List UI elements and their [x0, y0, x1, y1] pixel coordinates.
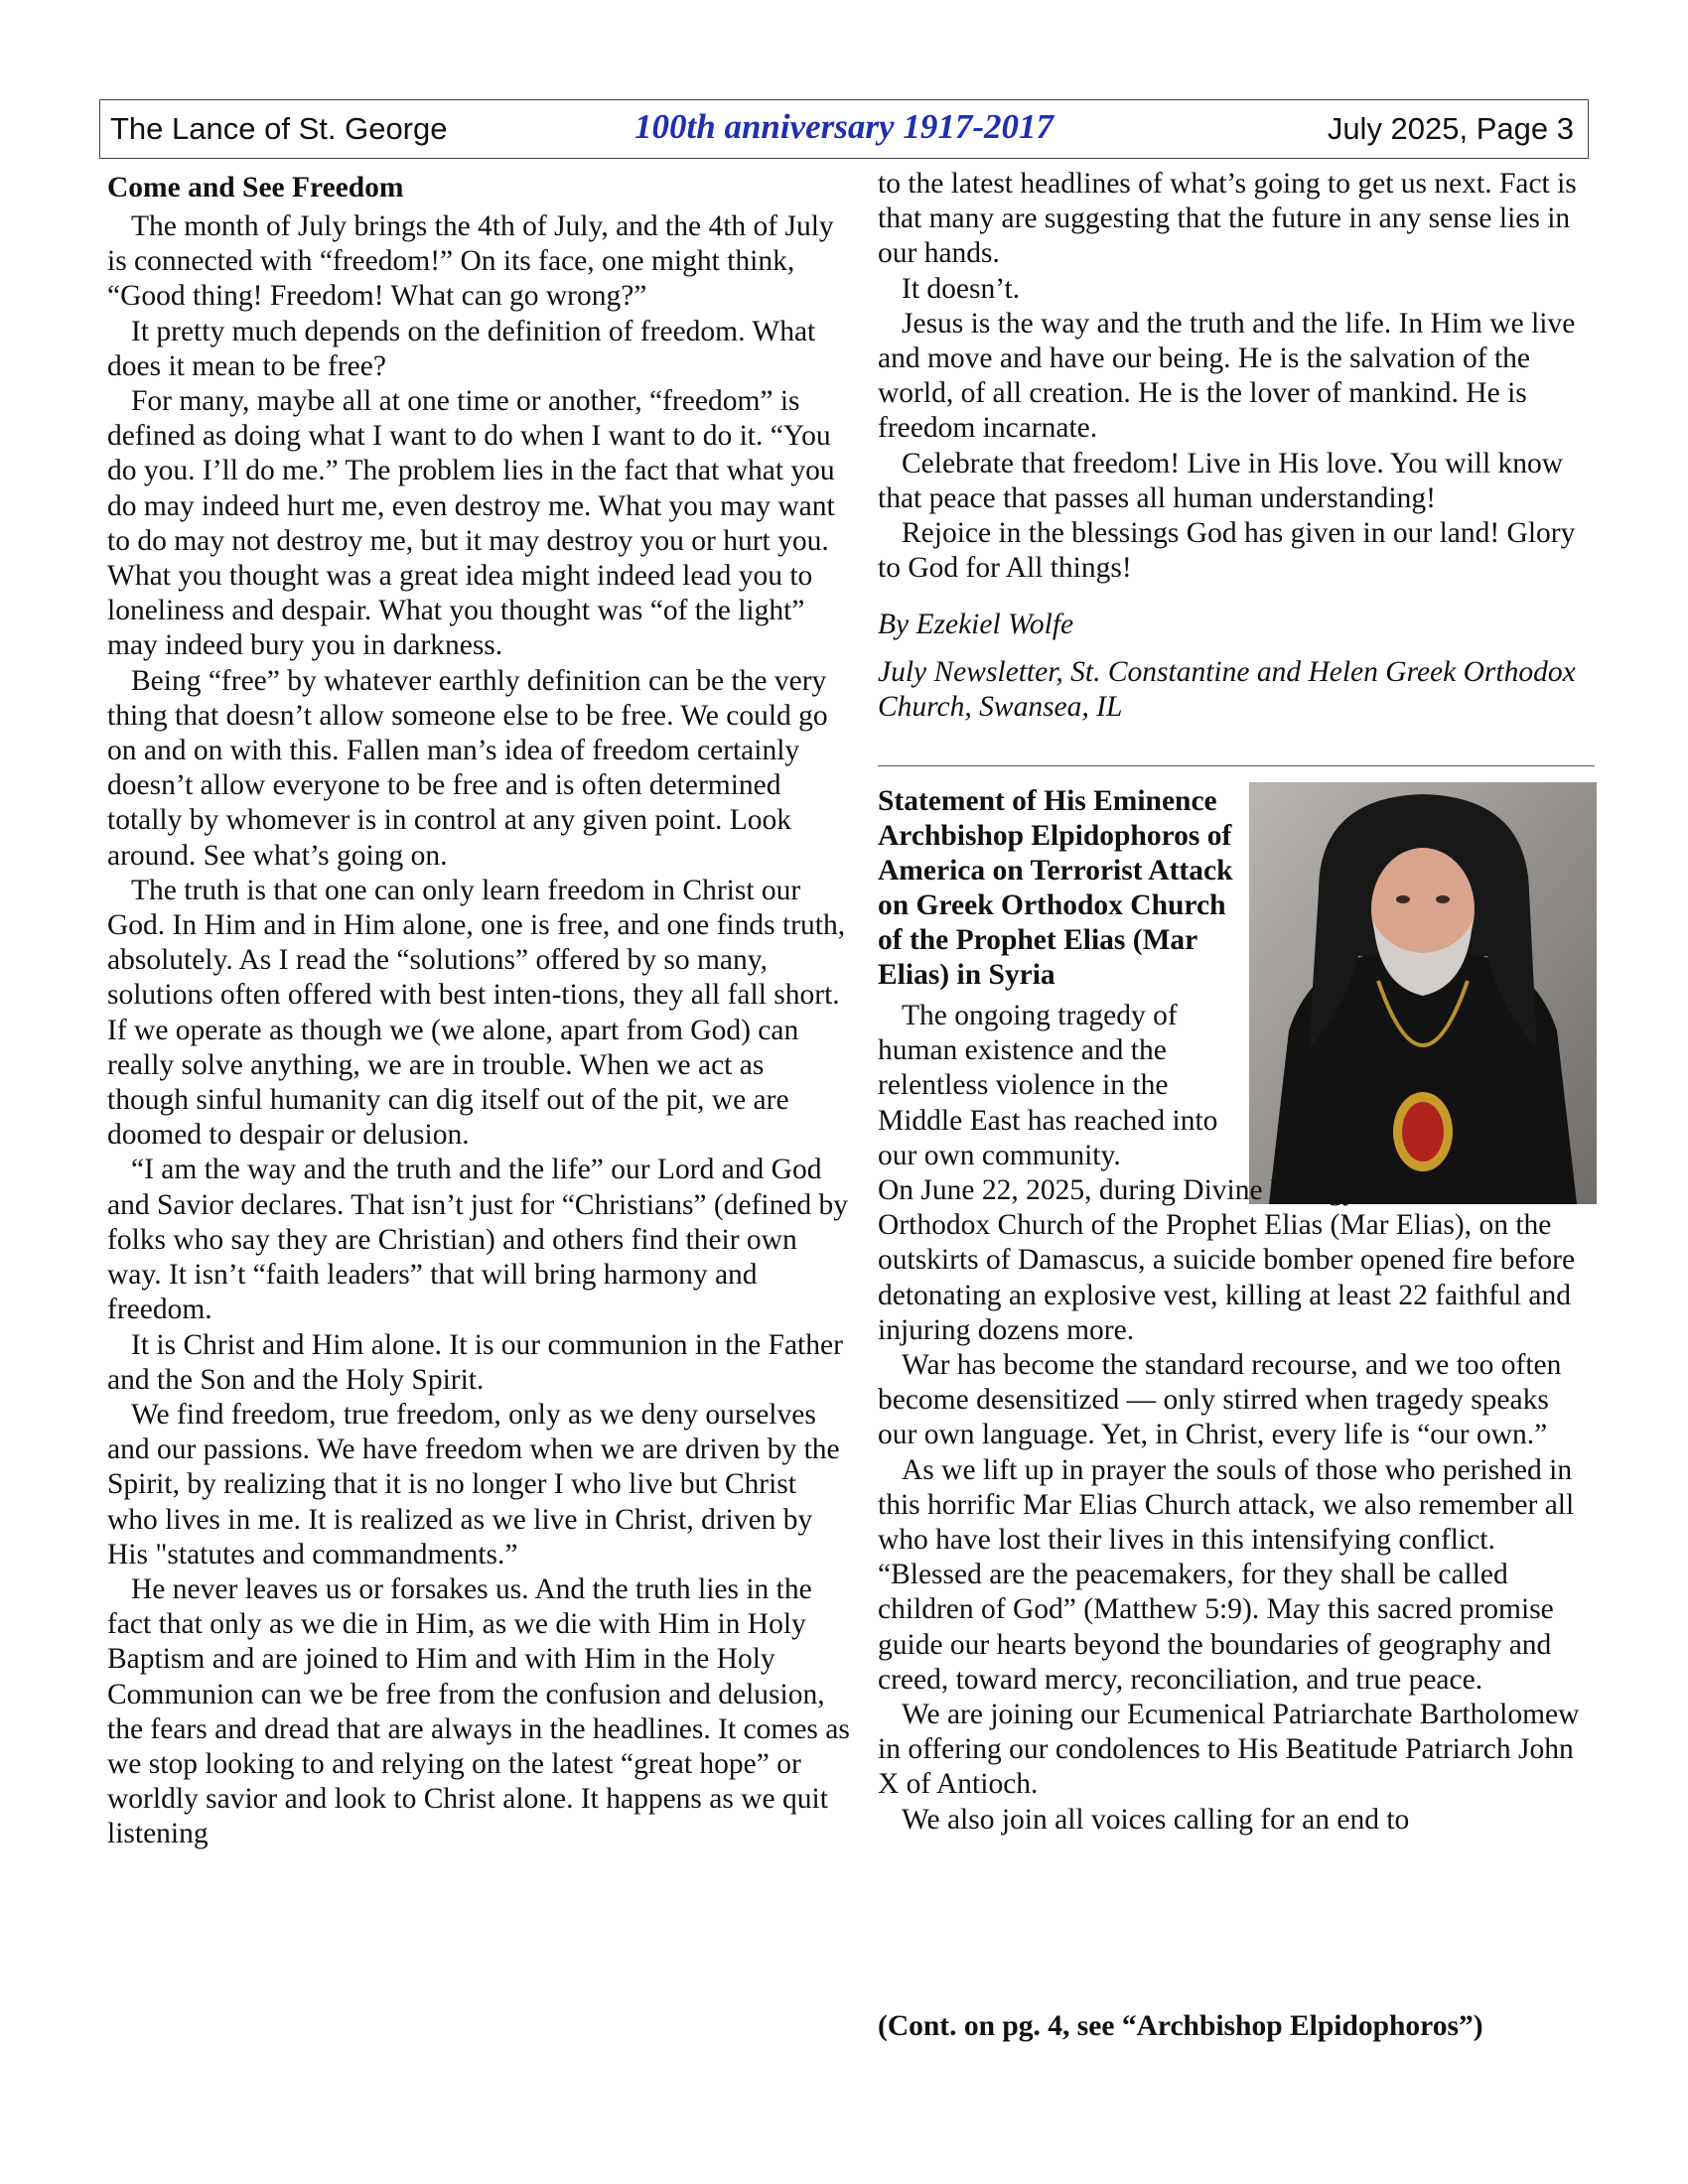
paragraph: We also join all voices calling for an end to [902, 1803, 1410, 1836]
paragraph: The truth is that one can only learn freedom in Christ our God. In Him and in Him alone, one is free, and one finds truth, absolutely. As I read the “solutions” offered by so many, solutions often offered with best inten-tions, they all fall short. If we operate as though we (we alone, apart from God) can really solve anything, we are in trouble. When we act as though sinful humanity can dig itself out of the pit, we are doomed to despair or delusion. [107, 874, 846, 1152]
source-credit: July Newsletter, St. Constantine and Helen Greek Orthodox Church, Swansea, IL [878, 655, 1576, 723]
paragraph: The ongoing tragedy of human existence and the relentless violence in the Middle East has reached into our own community. [878, 1000, 1218, 1171]
paragraph: Being “free” by whatever earthly definition can be the very thing that doesn’t allow someone else to be free. We could go on and on with this. Fallen man’s idea of freedom certainly doesn’t allow everyone to be free and is often determined totally by whomever is in control at any given point. Look around. See what’s going on. [107, 664, 828, 872]
paragraph: Rejoice in the blessings God has given in our land! Glory to God for All things! [878, 517, 1576, 585]
paragraph: The month of July brings the 4th of July, and the 4th of July is connected with “freedom!” On its face, one might think, “Good thing! Freedom! What can go wrong?” [107, 210, 834, 313]
paragraph: to the latest headlines of what’s going to get us next. Fact is that many are suggesting that the future in any sense lies in our hands. [878, 168, 1577, 270]
paragraph: As we lift up in prayer the souls of those who perished in this horrific Mar Elias Church attack, we also remember all who have lost their lives in this intensifying conflict. “Blessed are the peacemakers, for they shall be called children of God” (Matthew 5:9). May this sacred promise guide our hearts beyond the boundaries of geography and creed, toward mercy, reconciliation, and true peace. [878, 1453, 1575, 1696]
section-divider [878, 765, 1595, 766]
paragraph: It pretty much depends on the definition of freedom. What does it mean to be free? [107, 315, 816, 382]
paragraph: He never leaves us or forsakes us. And the truth lies in the fact that only as we die in Him, as we die with Him in Holy Baptism and are joined to Him and with Him in the Holy Communion can we be free from the confusion and delusion, the fears and dread that are always in the headlines. It comes as we stop looking to and relying on the latest “great hope” or worldly savior and look to Christ alone. It happens as we quit listening [107, 1572, 850, 1850]
paragraph: Jesus is the way and the truth and the life. In Him we live and move and have our being. He is the salvation of the world, of all creation. He is the lover of mankind. He is freedom incarnate. [878, 307, 1576, 445]
article-freedom-column [107, 171, 850, 1852]
paragraph: It is Christ and Him alone. It is our communion in the Father and the Son and the Holy Spirit. [107, 1328, 843, 1396]
paragraph: For many, maybe all at one time or another, “freedom” is defined as doing what I want to do when I want to do it. “You do you. I’ll do me.” The problem lies in the fact that what you do may indeed hurt me, even destroy me. What you may want to do may not destroy me, but it may destroy you or hurt you. What you thought was a great idea might indeed lead you to loneliness and despair. What you thought was “of the light” may indeed bury you in darkness. [107, 385, 835, 662]
paragraph: It doesn’t. [902, 272, 1021, 305]
issue-page: July 2025, Page 3 [1327, 111, 1574, 146]
paragraph: We are joining our Ecumenical Patriarchate Bartholomew in offering our condolences to His Beatitude Patriarch John X of Antioch. [878, 1699, 1580, 1801]
author-byline: By Ezekiel Wolfe [878, 609, 1074, 641]
continuation-note: (Cont. on pg. 4, see “Archbishop Elpidophoros”) [878, 2010, 1483, 2042]
article-title: Statement of His Eminence Archbishop Elpidophoros of America on Terrorist Attack on Greek Orthodox Church of the Prophet Elias (Mar Elias) in Syria [878, 785, 1233, 991]
paragraph: On June 22, 2025, during Divine Liturgy at the Greek Orthodox Church of the Prophet Elias (Mar Elias), on the outskirts of Damascus, a suicide bomber opened fire before detonating an explosive vest, killing at least 22 faithful and injuring dozens more. [878, 1174, 1576, 1346]
article-title: Come and See Freedom [107, 172, 404, 204]
page-header [99, 99, 1589, 159]
anniversary-banner: 100th anniversary 1917-2017 [634, 107, 1054, 146]
paragraph: War has become the standard recourse, and we too often become desensitized — only stirred when tragedy speaks our own language. Yet, in Christ, every life is “our own.” [878, 1349, 1562, 1451]
paragraph: We find freedom, true freedom, only as we deny ourselves and our passions. We have freedom when we are driven by the Spirit, by realizing that it is no longer I who live but Christ who lives in me. It is realized as we live in Christ, driven by His "statutes and commandments.” [107, 1398, 840, 1570]
paragraph: “I am the way and the truth and the life” our Lord and God and Savior declares. That isn’t just for “Christians” (defined by folks who say they are Christian) and others find their own way. It isn’t “faith leaders” that will bring harmony and freedom. [107, 1154, 849, 1326]
article-archbishop [878, 784, 1593, 1838]
article-freedom-continued [878, 167, 1593, 725]
paragraph: Celebrate that freedom! Live in His love. You will know that peace that passes all human understanding! [878, 447, 1564, 514]
publication-name: The Lance of St. George [110, 111, 448, 146]
